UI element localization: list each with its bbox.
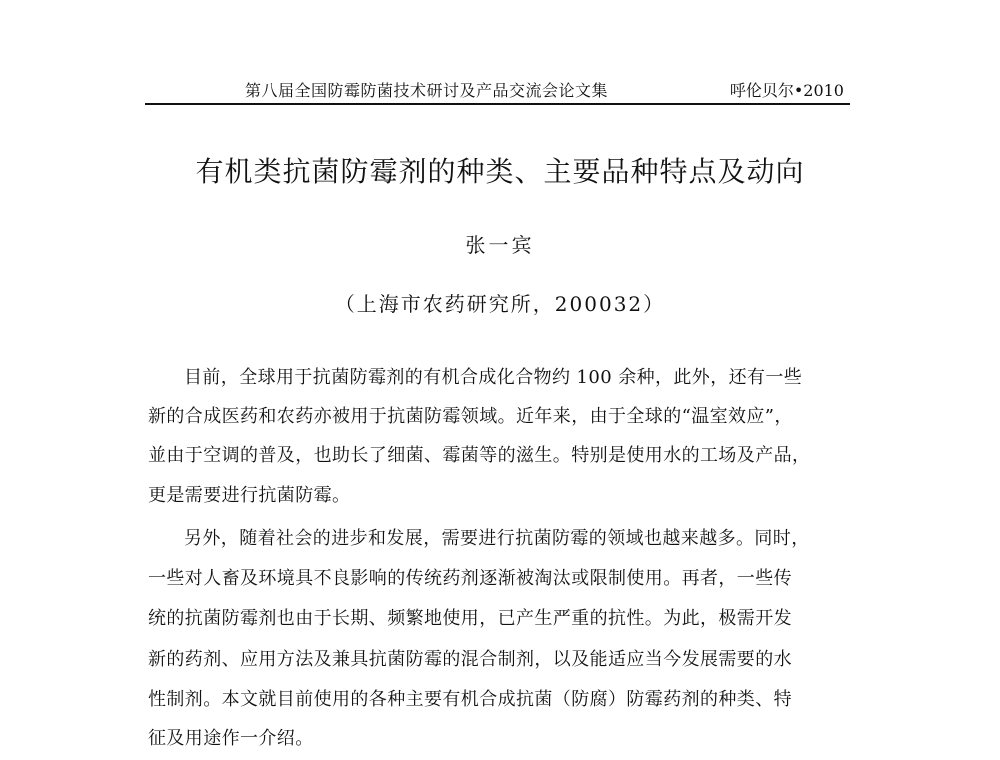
header-divider xyxy=(145,103,850,105)
paper-title: 有机类抗菌防霉剂的种类、主要品种特点及动向 xyxy=(195,155,805,188)
paragraph-2-line-1: 另外，随着社会的进步和发展，需要进行抗菌防霉的领域也越来越多。同时， xyxy=(184,528,810,549)
running-header xyxy=(145,78,850,104)
paper-author: 张一宾 xyxy=(465,233,535,257)
paragraph-2-line-2: 一些对人畜及环境具不良影响的传统药剂逐渐被淘汰或限制使用。再者，一些传 xyxy=(148,568,792,589)
paper-affiliation: （上海市农药研究所，200032） xyxy=(334,292,666,316)
conference-title: 第八届全国防霉防菌技术研讨及产品交流会论文集 xyxy=(245,81,609,100)
paragraph-2-line-4: 新的药剂、应用方法及兼具抗菌防霉的混合制剂，以及能适应当今发展需要的水 xyxy=(148,649,792,670)
conference-place-year: 呼伦贝尔•2010 xyxy=(729,81,844,100)
paragraph-1-line-2: 新的合成医药和农药亦被用于抗菌防霉领域。近年来，由于全球的“温室效应”， xyxy=(148,406,793,427)
paragraph-1-line-3: 並由于空调的普及，也助长了细菌、霉菌等的滋生。特别是使用水的工场及产品， xyxy=(148,445,811,466)
paragraph-1-line-4: 更是需要进行抗菌防霉。 xyxy=(148,485,351,506)
paragraph-2-line-5: 性制剂。本文就目前使用的各种主要有机合成抗菌（防腐）防霉药剂的种类、特 xyxy=(148,689,792,710)
paragraph-1-line-1: 目前，全球用于抗菌防霉剂的有机合成化合物约 100 余种，此外，还有一些 xyxy=(184,367,803,388)
paragraph-2-line-6: 征及用途作一介绍。 xyxy=(148,728,314,749)
paragraph-2-line-3: 统的抗菌防霉剂也由于长期、频繁地使用，已产生严重的抗性。为此，极需开发 xyxy=(148,608,792,629)
